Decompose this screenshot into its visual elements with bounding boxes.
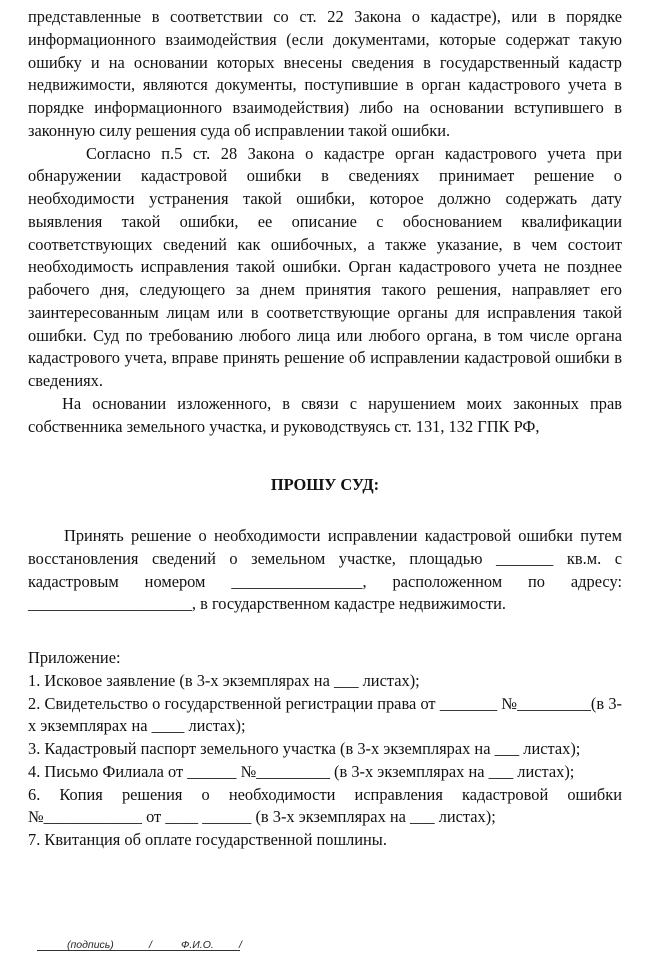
appendix-item: 7. Квитанция об оплате государственной пошлины.	[28, 830, 387, 849]
signature-separator-end: /	[239, 939, 242, 951]
paragraph-continuation: представленные в соответствии со ст. 22 Закона о кадастре), или в порядке информационного взаимодействия (если документами, которые содержат такую ошибку и на основании которых внесены сведения в государственный кадастр недвижимости, являются документы, поступившие в орган кадастрового учета в порядке информационного взаимодействия) либо на основании вступившего в законную силу решения суда об исправлении такой ошибки.	[28, 7, 622, 140]
request-text: Принять решение о необходимости исправлении кадастровой ошибки путем восстановления сведений о земельном участке, площадью _______ кв.м. с кадастровым номером ________________, расположенном по адресу: ____________________, в государственном кадастре недвижимости.	[28, 526, 622, 614]
paragraph-grounds: На основании изложенного, в связи с нарушением моих законных прав собственника земельного участка, и руководствуясь ст. 131, 132 ГПК РФ,	[28, 393, 622, 436]
appendix-item: 1. Исковое заявление (в 3-х экземплярах на ___ листах);	[28, 670, 420, 690]
paragraph-article-28: Согласно п.5 ст. 28 Закона о кадастре орган кадастрового учета при обнаружении кадастровой ошибки в сведениях принимает решение о необходимости устранения такой ошибки, которое должно содержать дату выявления такой ошибки, ее описание с обоснованием квалификации соответствующих сведений как ошибочных, а также указание, в чем состоит необходимость исправления такой ошибки. Орган кадастрового учета не позднее рабочего дня, следующего за днем принятия такого решения, направляет его заинтересованным лицам или в соответствующие органы для исправления такой ошибки. Суд по требованию любого лица или любого органа, в том числе органа кадастрового учета, вправе принять решение об исправлении кадастровой ошибки в сведениях.	[28, 143, 622, 390]
appendix-item: 3. Кадастровый паспорт земельного участка (в 3-х экземплярах на ___ листах);	[28, 739, 581, 758]
appendix-item: 2. Свидетельство о государственной регистрации права от _______ №_________(в 3-х экземплярах на ____ листах);	[28, 693, 622, 736]
appendix-section	[28, 647, 622, 852]
appendix-item: 6. Копия решения о необходимости исправления кадастровой ошибки №____________ от ____ ______ (в 3-х экземплярах на ___ листах);	[28, 784, 622, 827]
request-title: ПРОШУ СУД:	[270, 475, 380, 495]
signature-label: (подпись)	[67, 939, 114, 951]
full-name-label: Ф.И.О.	[181, 939, 214, 951]
signature-line	[37, 938, 257, 958]
appendix-item: 4. Письмо Филиала от ______ №_________ (в 3-х экземплярах на ___ листах);	[28, 761, 575, 781]
signature-separator: /	[149, 939, 152, 951]
document-page	[28, 6, 622, 852]
appendix-heading: Приложение:	[28, 648, 121, 667]
